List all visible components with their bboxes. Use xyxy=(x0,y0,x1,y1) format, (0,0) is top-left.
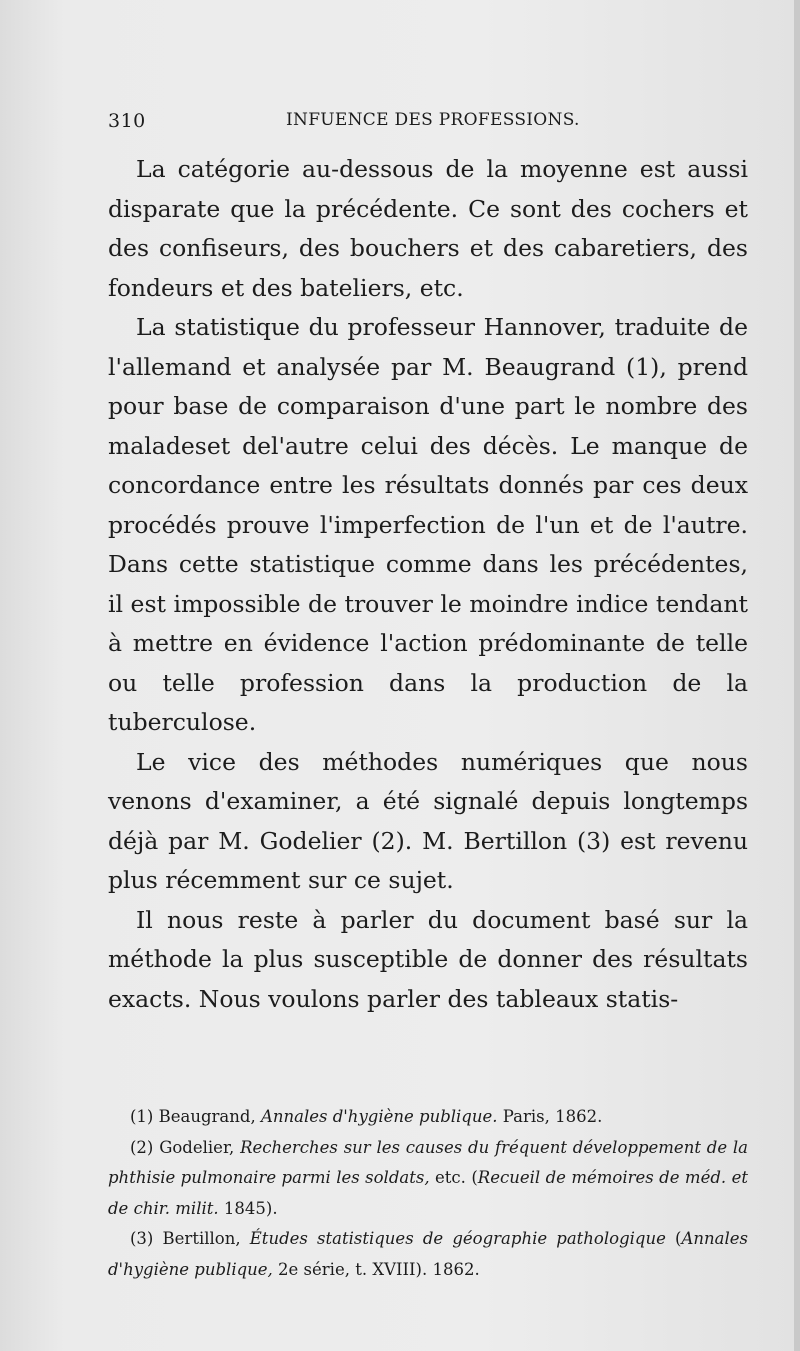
page-number: 310 xyxy=(108,110,146,132)
footnotes xyxy=(108,1102,748,1285)
footnote-rest: Paris, 1862. xyxy=(502,1107,603,1126)
page-edge xyxy=(794,0,800,1351)
page-header xyxy=(108,104,748,138)
footnote-rest-secondary: 2e série, t. XVIII). 1862. xyxy=(278,1259,480,1279)
footnote-rest: etc. ( xyxy=(435,1168,478,1187)
footnote-title: Recherches sur les causes du fréquent développement de la phthisie pulmonaire parmi les soldats, xyxy=(108,1137,748,1187)
footnote-marker: (2) xyxy=(130,1137,154,1157)
footnote-title-secondary: Annales d'hygiène publique, xyxy=(108,1229,748,1279)
footnote-title: Annales d'hygiène publique. xyxy=(260,1107,498,1126)
footnote-2 xyxy=(108,1133,748,1225)
paragraph-2: La statistique du professeur Hannover, traduite de l'allemand et analysée par M. Beaugrand (1), prend pour base de comparaison d'une part le nombre des maladeset del'autre celui des décès. Le manque de concordance entre les résultats donnés par ces deux procédés prouve l'imperfection de l'un et de l'autre. Dans cette statistique comme dans les précédentes, il est impossible de trouver le moindre indice tendant à mettre en évidence l'action prédominante de telle ou telle profession dans la production de la tuberculose. xyxy=(108,313,748,736)
footnote-rest: ( xyxy=(675,1229,682,1248)
footnote-author: Bertillon, xyxy=(162,1229,241,1248)
footnote-rest-secondary: 1845). xyxy=(223,1198,278,1218)
footnote-marker: (1) xyxy=(130,1107,154,1126)
footnote-1 xyxy=(108,1102,748,1133)
footnote-title-secondary: Recueil de mémoires de méd. et de chir. milit. xyxy=(108,1168,748,1218)
paragraph-1: La catégorie au-dessous de la moyenne est aussi disparate que la précédente. Ce sont des cochers et des confiseurs, des bouchers et des cabaretiers, des fondeurs et des bateliers, etc. xyxy=(108,155,748,302)
footnote-marker: (3) xyxy=(130,1229,154,1248)
footnote-author: Beaugrand, xyxy=(158,1107,256,1126)
body-text xyxy=(108,150,748,1019)
running-title: INFUENCE DES PROFESSIONS. xyxy=(286,110,580,130)
footnote-author: Godelier, xyxy=(159,1137,235,1157)
footnote-title: Études statistiques de géographie pathologique xyxy=(249,1229,666,1248)
paragraph-4: Il nous reste à parler du document basé sur la méthode la plus susceptible de donner des résultats exacts. Nous voulons parler des tableaux statis- xyxy=(108,905,748,1013)
footnote-3 xyxy=(108,1224,748,1285)
paragraph-3: Le vice des méthodes numériques que nous venons d'examiner, a été signalé depuis longtemps déjà par M. Godelier (2). M. Bertillon (3) est revenu plus récemment sur ce sujet. xyxy=(108,747,748,894)
